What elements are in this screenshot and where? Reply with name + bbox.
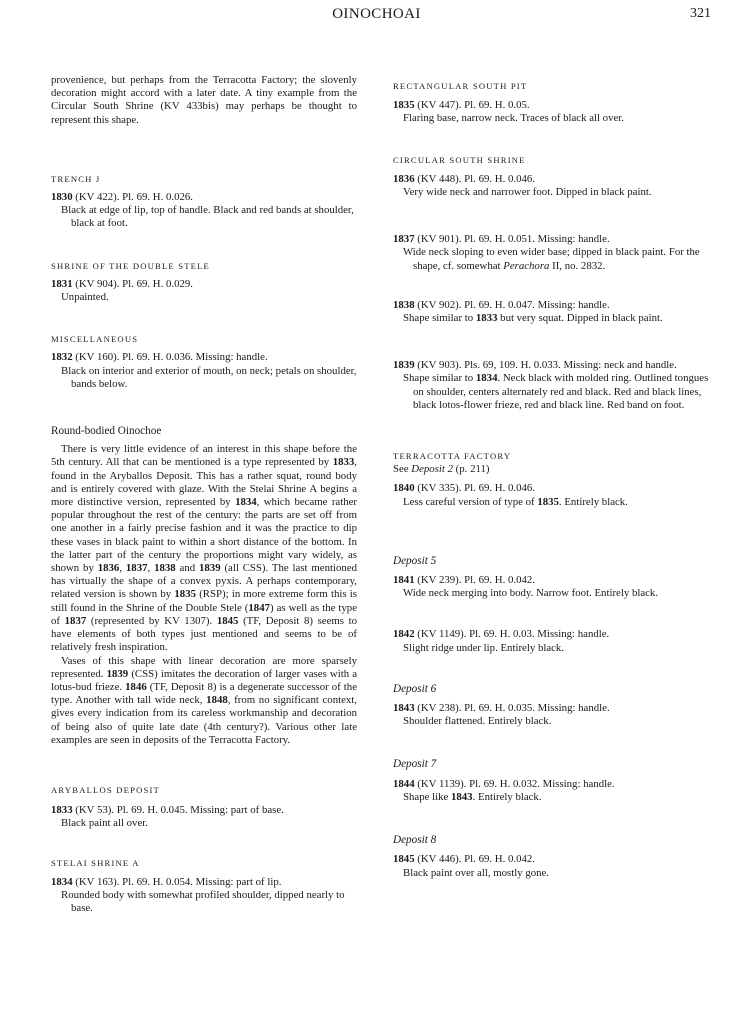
catalog-number: 1835 [393,99,415,112]
catalog-number: 1836 [393,172,415,185]
catalog-number: 1838 [393,298,415,311]
left-column [51,74,357,915]
catalog-number: 1832 [51,351,73,364]
catalog-number: 1844 [393,777,415,790]
deposit-heading: Deposit 6 [393,682,437,695]
essay-paragraph: Vases of this shape with linear decoration are more sparsely represented. 1839 (CSS) imitates the decoration of larger vases with a lotus-bud frieze. 1846 (TF, Deposit 8) is a degenerate successor of the type. Another with tall wide neck, 1848, from no significant context, gives every indication from its careless workmanship and decoration of being also of quite late date (4th century?). Various other late examples are seen in deposits of the Terracotta Factory. [51,654,358,746]
section-title: STELAI SHRINE A [51,857,140,868]
page-title: OINOCHOAI [332,6,421,22]
catalog-entry-header: 1841 (KV 239). Pl. 69. H. 0.042. [393,574,535,587]
catalog-number: 1841 [393,574,415,587]
catalog-entry-description: Unpainted. [61,291,109,304]
essay-paragraph: There is very little evidence of an interest in this shape before the 5th century. All that can be mentioned is a type represented by 1833, found in the Aryballos Deposit. This has a rather squat, round body and is entirely covered with glaze. With the Stelai Shrine A begins a more distinctive version, represented by 1834, which became rather popular throughout the rest of the century: the parts are set off from one another in a fairly precise fashion and it was the practice to dip these vases in black paint to within a short distance of the bottom. In the latter part of the century the proportions might vary widely, as shown by 1836, 1837, 1838 and 1839 (all CSS). The last mentioned has virtually the shape of a convex pyxis. A perhaps contemporary, related version is shown by 1835 (RSP); in more extreme form this is still found in the Shrine of the Double Stele (1847) as well as the type of 1837 (represented by KV 1307). 1845 (TF, Deposit 8) seems to have elements of both types just mentioned and seems to be of relatively fresh inspiration. [51,443,358,654]
deposit-heading: Deposit 5 [393,554,437,567]
catalog-entry-header: 1833 (KV 53). Pl. 69. H. 0.045. Missing: part of base. [51,804,284,817]
catalog-entry-header: 1845 (KV 446). Pl. 69. H. 0.042. [393,853,535,866]
catalog-entry-description: Shape like 1843. Entirely black. [403,790,542,803]
catalog-entry-header: 1840 (KV 335). Pl. 69. H. 0.046. [393,482,535,495]
catalog-entry-header: 1838 (KV 902). Pl. 69. H. 0.047. Missing: handle. [393,298,610,311]
section-title: CIRCULAR SOUTH SHRINE [393,154,526,165]
deposit-heading: Deposit 8 [393,834,437,847]
catalog-number: 1839 [393,359,415,372]
catalog-number: 1840 [393,482,415,495]
right-column [393,80,709,880]
section-title: RECTANGULAR SOUTH PIT [393,81,528,91]
catalog-entry-description: Slight ridge under lip. Entirely black. [403,641,565,654]
section-title: ARYBALLOS DEPOSIT [51,784,160,795]
catalog-entry-header: 1837 (KV 901). Pl. 69. H. 0.051. Missing: handle. [393,233,610,246]
section-title: TERRACOTTA FACTORY [393,451,512,462]
catalog-entry-header: 1834 (KV 163). Pl. 69. H. 0.054. Missing: part of lip. [51,875,282,888]
page-number: 321 [690,6,711,21]
cross-reference: See Deposit 2 (p. 211) [393,463,490,476]
catalog-entry-description: Wide neck merging into body. Narrow foot. Entirely black. [403,587,659,600]
catalog-number: 1845 [393,853,415,866]
catalog-entry-description: Shoulder flattened. Entirely black. [403,715,552,728]
catalog-entry-description: Flaring base, narrow neck. Traces of black all over. [403,112,624,125]
section-title: TRENCH J [51,173,101,184]
catalog-entry-description: Black on interior and exterior of mouth, on neck; petals on shoulder, bands below. [61,364,357,390]
deposit-heading: Deposit 7 [393,758,437,771]
catalog-entry-description: Rounded body with somewhat profiled shoulder, dipped nearly to base. [61,888,345,915]
section-title: SHRINE OF THE DOUBLE STELE [51,260,210,271]
catalog-entry-description: Wide neck sloping to even wider base; dipped in black paint. For the shape, cf. somewhat Perachora II, no. 2832. [403,246,700,272]
catalog-entry-description: Black paint all over. [61,817,148,830]
catalog-entry-header: 1839 (KV 903). Pls. 69, 109. H. 0.033. Missing: neck and handle. [393,359,677,372]
catalog-number: 1833 [51,804,73,817]
catalog-number: 1834 [51,875,73,888]
catalog-number: 1837 [393,233,415,246]
catalog-entry-header: 1842 (KV 1149). Pl. 69. H. 0.03. Missing: handle. [393,628,610,641]
catalog-number: 1843 [393,702,415,715]
catalog-entry-header: 1832 (KV 160). Pl. 69. H. 0.036. Missing: handle. [51,351,268,364]
section-title: Round-bodied Oinochoe [51,425,162,438]
catalog-number: 1831 [51,277,73,290]
catalog-entry-description: Shape similar to 1833 but very squat. Dipped in black paint. [403,312,663,325]
catalog-entry-description: Black at edge of lip, top of handle. Black and red bands at shoulder, black at foot. [61,204,354,230]
catalog-entry-description: Black paint over all, mostly gone. [403,866,550,879]
catalog-entry-description: Very wide neck and narrower foot. Dipped in black paint. [403,186,652,199]
catalog-entry-description: Shape similar to 1834. Neck black with molded ring. Outlined tongues on shoulder, centers alternately red and black. Red and black lines, black lotos-flower frieze, red and black line. Red band on foot. [403,372,709,411]
catalog-entry-header: 1844 (KV 1139). Pl. 69. H. 0.032. Missing: handle. [393,777,615,790]
catalog-entry-header: 1836 (KV 448). Pl. 69. H. 0.046. [393,172,535,185]
catalog-entry-header: 1835 (KV 447). Pl. 69. H. 0.05. [393,99,530,112]
catalog-entry-header: 1830 (KV 422). Pl. 69. H. 0.026. [51,191,193,204]
catalog-entry-header: 1843 (KV 238). Pl. 69. H. 0.035. Missing: handle. [393,702,610,715]
section-title: MISCELLANEOUS [51,334,139,345]
intro-paragraph: provenience, but perhaps from the Terracotta Factory; the slovenly decoration might accord with a later date. A tiny example from the Circular South Shrine (KV 433bis) may perhaps be thought to represent this shape. [51,74,357,126]
catalog-number: 1842 [393,628,415,641]
catalog-number: 1830 [51,191,73,204]
catalog-entry-description: Less careful version of type of 1835. Entirely black. [403,495,628,508]
catalog-entry-header: 1831 (KV 904). Pl. 69. H. 0.029. [51,277,193,290]
